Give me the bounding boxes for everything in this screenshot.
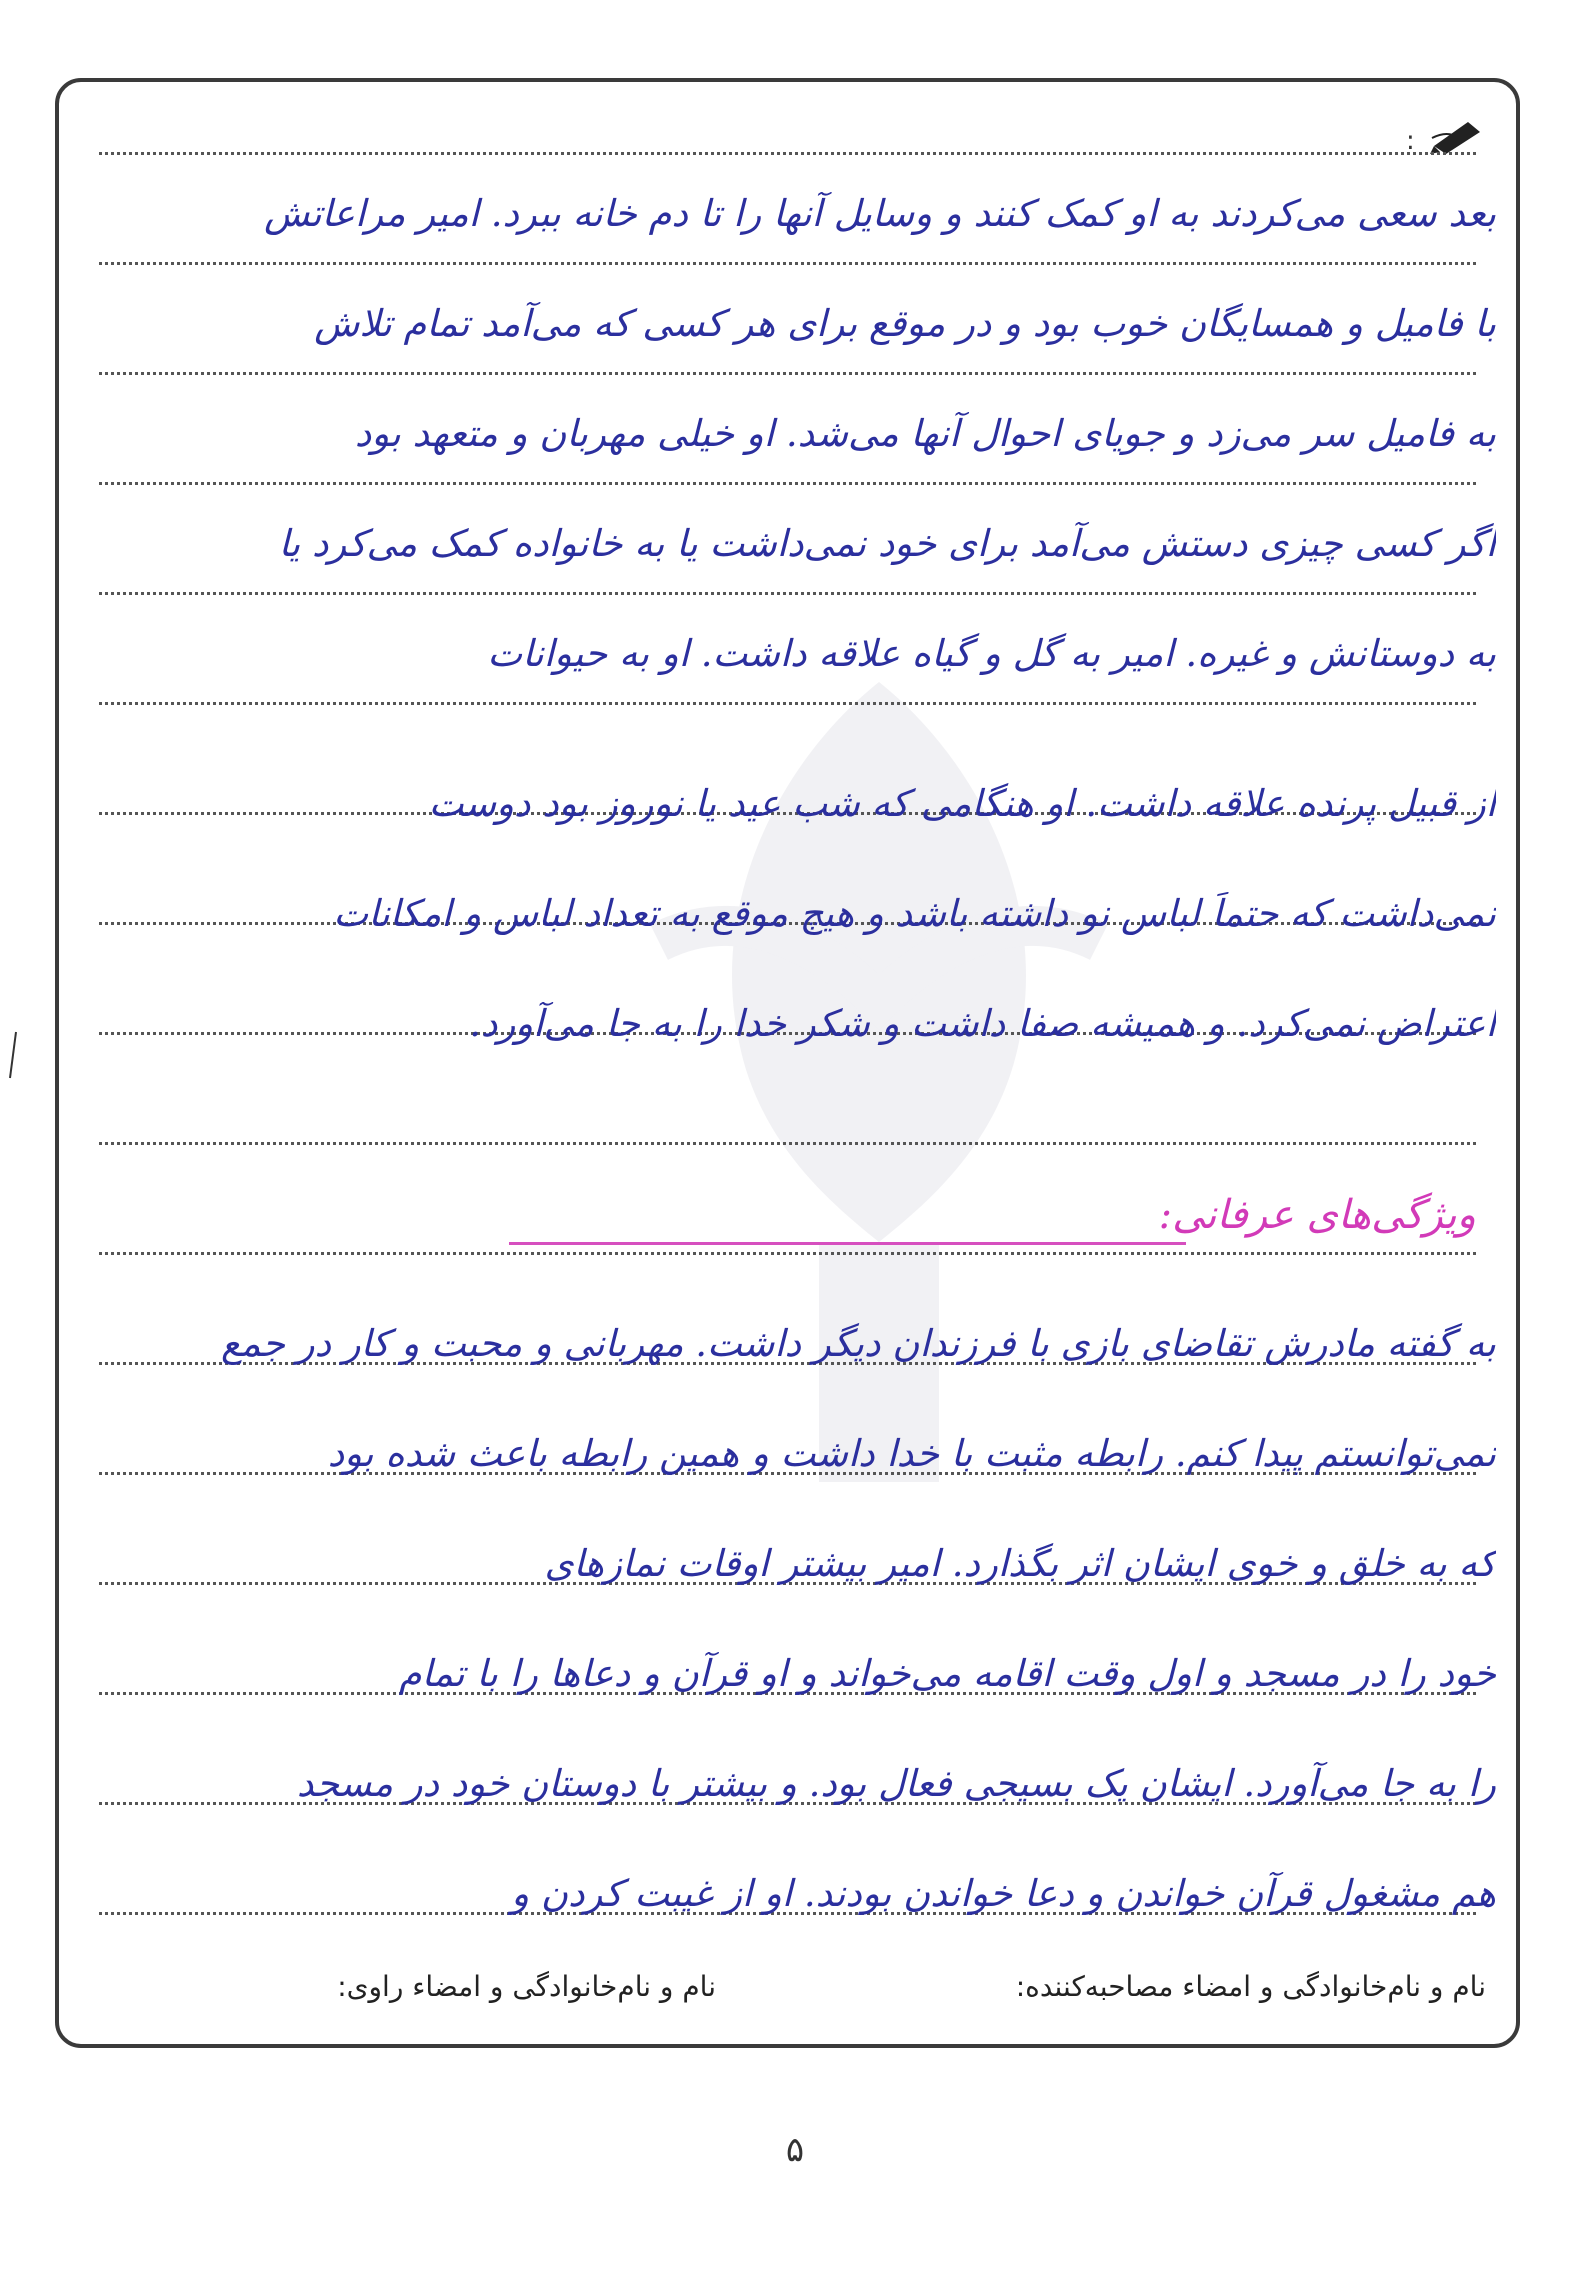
notebook-page [55,78,1520,2048]
interviewer-signature-label: نام و نام‌خانوادگی و امضاء مصاحبه‌کننده: [1015,1970,1486,2003]
heading-underline [509,1242,1186,1245]
handwritten-line: هم مشغول قرآن خواندن و دعا خواندن بودند. او از غیبت کردن و [511,1872,1496,1915]
handwritten-line: بعد سعی می‌کردند به او کمک کنند و وسایل آنها را تا دم خانه ببرد. امیر مراعاتش [264,192,1496,235]
handwritten-line: اعتراض نمی‌کرد. و همیشه صفا داشت و شکر خدا را به جا می‌آورد. [469,1002,1496,1045]
page-number: ۵ [785,2130,805,2170]
handwritten-line: که به خلق و خوی ایشان اثر بگذارد. امیر بیشتر اوقات نمازهای [544,1542,1496,1585]
signature-footer [89,1964,1486,2014]
handwritten-line: نمی‌داشت که حتماً لباس نو داشته باشد و هیچ موقع به تعداد لباس و امکانات [333,892,1496,935]
handwritten-line: نمی‌توانستم پیدا کنم. رابطه مثبت با خدا داشت و همین رابطه باعث شده بود [327,1432,1496,1475]
ruled-lines [99,82,1476,2044]
handwritten-line: خود را در مسجد و اول وقت اقامه می‌خواند و او قرآن و دعاها را با تمام [398,1652,1496,1695]
margin-mark [8,1030,18,1080]
pen-writing-icon: : [1428,116,1488,156]
handwritten-line: اگر کسی چیزی دستش می‌آمد برای خود نمی‌داشت یا به خانواده کمک می‌کرد یا [278,522,1496,565]
handwritten-line: به گفته مادرش تقاضای بازی با فرزندان دیگر داشت. مهربانی و محبت و کار در جمع [220,1322,1496,1365]
handwritten-line: از قبیل پرنده علاقه داشت. او هنگامی که شب عید یا نوروز بود دوست [428,782,1496,825]
handwritten-line: به فامیل سر می‌زد و جویای احوال آنها می‌شد. او خیلی مهربان و متعهد بود [354,412,1496,455]
handwritten-line: را به جا می‌آورد. ایشان یک بسیجی فعال بود. و بیشتر با دوستان خود در مسجد [296,1762,1496,1805]
narrator-signature-label: نام و نام‌خانوادگی و امضاء راوی: [337,1970,716,2003]
section-heading: ویژگی‌های عرفانی: [1158,1192,1476,1238]
handwritten-line: به دوستانش و غیره. امیر به گل و گیاه علاقه داشت. او به حیوانات [487,632,1496,675]
handwritten-line: با فامیل و همسایگان خوب بود و در موقع برای هر کسی که می‌آمد تمام تلاش [314,302,1496,345]
